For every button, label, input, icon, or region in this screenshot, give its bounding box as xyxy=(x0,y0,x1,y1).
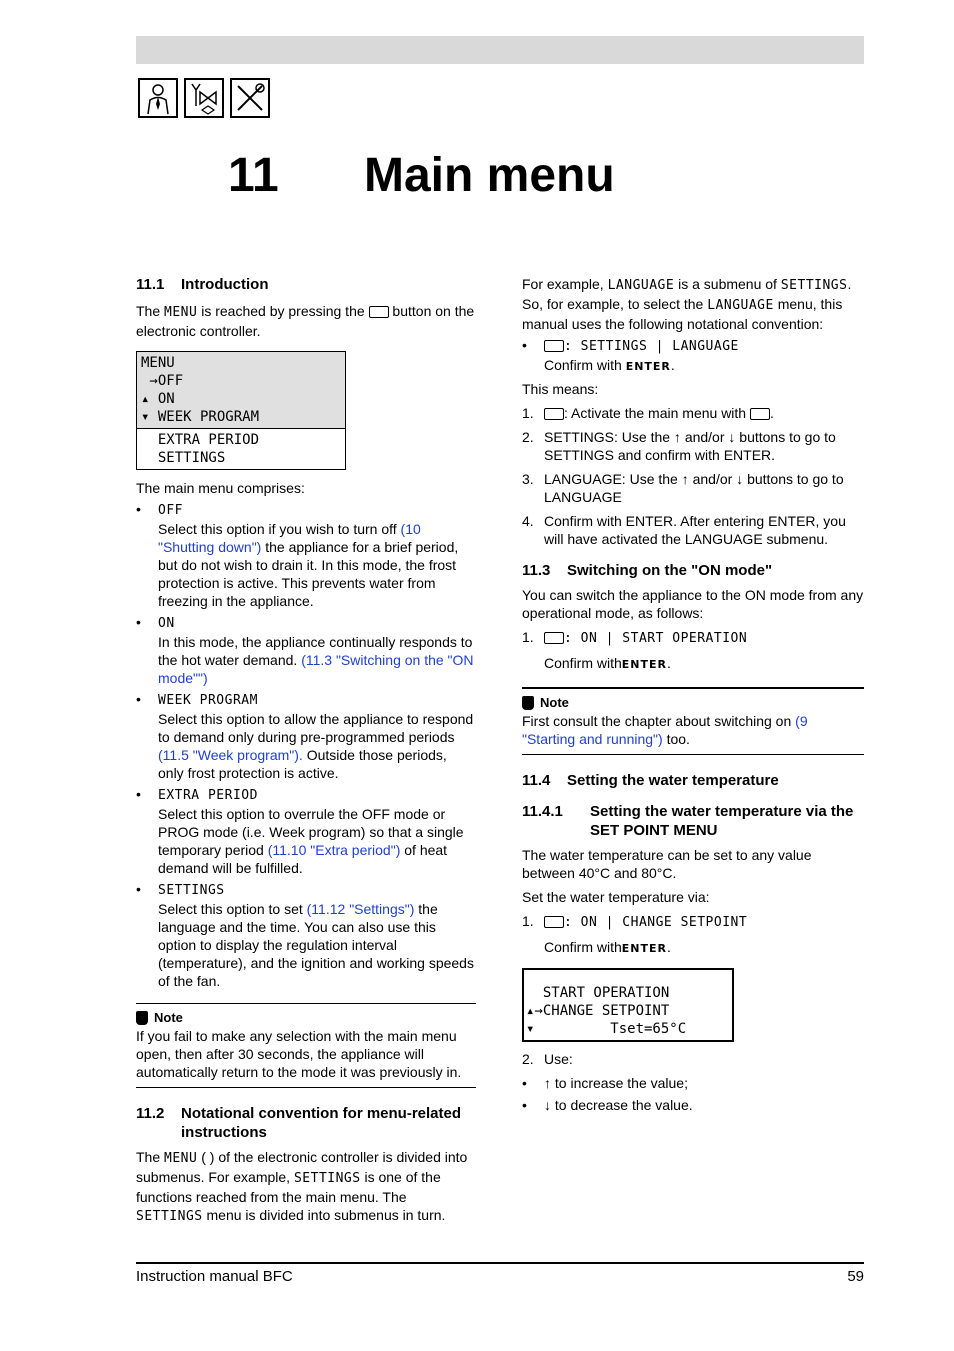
list-item: • EXTRA PERIOD Select this option to overrule the OFF mode or PROG mode (i.e. Week program) so that a single temporary period (11.10 "Extra period") of heat demand will be fulfilled. xyxy=(136,785,476,877)
link-extra-period[interactable]: (11.10 "Extra period") xyxy=(267,842,401,858)
section-heading-water: 11.4 Setting the water temperature xyxy=(522,772,779,789)
menu-button-icon xyxy=(544,408,564,420)
use-list xyxy=(522,1074,864,1114)
left-column xyxy=(136,275,476,1226)
list-item: • WEEK PROGRAM Select this option to allow the appliance to respond to demand only during pre-programmed periods (11.5 "Week program"). Outside those periods, only frost protection is active. xyxy=(136,690,476,782)
note-text: If you fail to make any selection with the main menu open, then after 30 seconds, the appliance will automatically return to the mode it was previously in. xyxy=(136,1028,462,1080)
note-box-switching: Note First consult the chapter about switching on (9 "Starting and running") too. xyxy=(522,687,864,755)
step-item: 2. Use: xyxy=(522,1051,573,1067)
link-week-program[interactable]: (11.5 "Week program"). xyxy=(158,747,303,763)
menu-button-icon xyxy=(544,916,564,928)
setpoint-lcd-display: START OPERATION ▴→CHANGE SETPOINT ▾ Tset=65°C xyxy=(522,968,734,1042)
step-item: 4. Confirm with ENTER. After entering ENTER, you will have activated the LANGUAGE submenu. xyxy=(522,513,846,547)
user-icon xyxy=(138,78,178,118)
list-item: • ON In this mode, the appliance continually responds to the hot water demand. (11.3 "Switching on the "ON mode"") xyxy=(136,613,476,687)
right-column xyxy=(522,275,864,1114)
comprises-text: The main menu comprises: xyxy=(136,480,305,496)
notation-example-list xyxy=(522,336,864,376)
switching-steps xyxy=(522,628,864,674)
note-box-intro: Note If you fail to make any selection with the main menu open, then after 30 seconds, the appliance will automatically return to the mode it was previously in. xyxy=(136,1003,476,1088)
notation-steps xyxy=(522,404,864,548)
service-tools-icon xyxy=(230,78,270,118)
audience-icons xyxy=(138,78,270,118)
link-settings[interactable]: (11.12 "Settings") xyxy=(306,901,415,917)
list-item: • OFF Select this option if you wish to turn off (10 "Shutting down") the appliance for a brief period, but do not wish to drain it. In this mode, the frost protection is active. This prevents water from freezing in the appliance. xyxy=(136,500,476,610)
example-paragraph: For example, LANGUAGE is a submenu of SETTINGS. So, for example, to select the LANGUAGE menu, this manual uses the following notational convention: xyxy=(522,276,852,332)
menu-options-list xyxy=(136,500,476,990)
link-switching-on[interactable]: (11.3 "Switching on the "ON mode"") xyxy=(158,652,474,686)
step-item: 3. LANGUAGE: Use the ↑ and/or ↓ buttons to go to LANGUAGE xyxy=(522,471,844,505)
step-item: 2. SETTINGS: Use the ↑ and/or ↓ buttons to go to SETTINGS and confirm with ENTER. xyxy=(522,429,836,463)
header-bar xyxy=(136,36,864,64)
list-item: • : SETTINGS | LANGUAGE Confirm with ENTER. xyxy=(522,336,864,376)
step-item: 1. : ON | START OPERATION Confirm withENTER. xyxy=(522,629,748,671)
list-item: • ↑ to increase the value; xyxy=(522,1074,864,1092)
menu-button-icon xyxy=(750,408,770,420)
menu-button-icon xyxy=(544,340,564,352)
this-means-text: This means: xyxy=(522,381,599,397)
subsection-heading-setpoint: 11.4.1 Setting the water temperature via the SET POINT MENU xyxy=(522,803,854,839)
installer-valve-icon xyxy=(184,78,224,118)
list-item: • ↓ to decrease the value. xyxy=(522,1096,864,1114)
menu-button-icon xyxy=(544,632,564,644)
footer-divider xyxy=(136,1262,864,1264)
intro-paragraph: The MENU is reached by pressing the button on the electronic controller. xyxy=(136,303,475,339)
menu-lcd-display: MENU →OFF ▴ ON ▾ WEEK PROGRAM EXTRA PERIOD SETTINGS xyxy=(136,351,346,470)
note-hand-icon xyxy=(522,696,534,710)
link-shutting-down[interactable]: (10 "Shutting down") xyxy=(158,521,421,555)
list-item: • SETTINGS Select this option to set (11.12 "Settings") the language and the time. You can also use this option to display the regulation interval (temperature), and the ignition and working speeds of the fan. xyxy=(136,880,476,990)
notation-paragraph: The MENU ( ) of the electronic controller is divided into submenus. For example, SETTINGS is one of the functions reached from the main menu. The SETTINGS menu is divided into submenus in turn. xyxy=(136,1149,468,1224)
water-via-text: Set the water temperature via: xyxy=(522,889,710,905)
chapter-number: 11 xyxy=(228,149,279,202)
note-hand-icon xyxy=(136,1011,148,1025)
link-starting-running[interactable]: (9 "Starting and running") xyxy=(522,713,808,747)
step-item: 1. : ON | CHANGE SETPOINT Confirm withENTER. xyxy=(522,913,748,955)
step-item: 1. : Activate the main menu with . xyxy=(522,405,774,421)
water-paragraph: The water temperature can be set to any value between 40°C and 80°C. xyxy=(522,847,812,881)
menu-button-icon xyxy=(369,306,389,318)
water-steps xyxy=(522,912,864,958)
chapter-title: Main menu xyxy=(364,149,615,202)
water-steps-2 xyxy=(522,1050,864,1068)
page-number: 59 xyxy=(847,1268,864,1285)
section-heading-intro: 11.1 Introduction xyxy=(136,276,269,293)
footer-manual-title: Instruction manual BFC xyxy=(136,1268,293,1285)
section-heading-notation: 11.2 Notational convention for menu-related instructions xyxy=(136,1105,462,1141)
switching-paragraph: You can switch the appliance to the ON mode from any operational mode, as follows: xyxy=(522,587,864,621)
section-heading-switching: 11.3 Switching on the "ON mode" xyxy=(522,562,773,579)
